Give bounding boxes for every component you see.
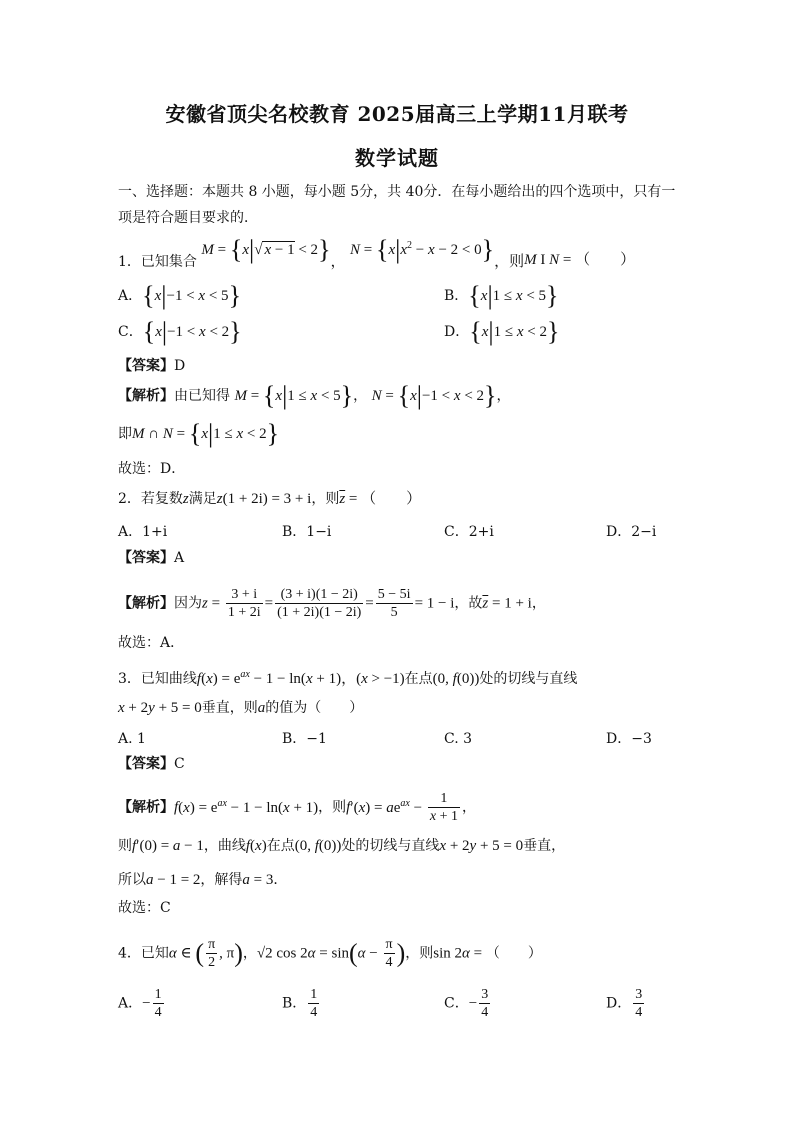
q4-option-d: D． $\frac{3}{4}$ [606,987,643,1020]
q1-analysis-line2: 即M ∩ N = {x|1 ≤ x < 2} [118,419,280,448]
q1-option-b: B．{x|1 ≤ x < 5} [444,281,559,310]
section-heading-line2: 项是符合题目要求的． [118,210,258,226]
q3-answer: 【答案】C [118,756,185,772]
q3-analysis-line2: 则f′(0) = a − 1，曲线f(x)在点(0, f(0))处的切线与直线x + 2y + 5 = 0垂直， [118,838,566,854]
q1-stem: 1．已知集合 M = {x|√ x − 1 < 2}， $N = \{x|x^2 - x - 2 < 0\}$，则M I N = （ ） [118,235,636,270]
exam-title: 安徽省顶尖名校教育 2025届高三上学期11月联考 [165,102,629,126]
q2-analysis: 【解析】因为z = $\frac{3 + i}{1 + 2i}$ = $\frac{(3 + i)(1 - 2i)}{(1 + 2i)(1 - 2i)}$ = $\frac{5 - 5i}{5}$ = 1 − i，故$\overline{z} = 1 + i$， [118,587,546,620]
q1-answer: 【答案】D [118,358,186,374]
q2-choose: 故选：A． [118,635,185,651]
q1-choose: 故选：D． [118,461,186,477]
q3-option-a: A. 1 [118,731,146,747]
q3-stem-line2: x + 2y + 5 = 0垂直，则a的值为（ ） [118,700,364,716]
q3-analysis: 【解析】$f(x) = e^{ax} - 1 - \ln(x + 1)$，则$f'(x) = ae^{ax}$ − $\frac{1}{x + 1}$ ， [118,791,476,824]
exam-subtitle: 数学试题 [355,146,439,170]
q1-stem-prefix: 1．已知集合 [118,254,197,270]
section-heading-line1: 一、选择题：本题共 8 小题，每小题 5分，共 40分．在每小题给出的四个选项中，只有一 [118,184,676,200]
q4-option-a: A．− $\frac{1}{4}$ [118,987,162,1020]
q3-stem: 3．已知曲线$f(x) = e^{ax} - 1 - \ln(x + 1)$，(x > −1)在点(0, f(0))处的切线与直线 [118,669,578,687]
q3-choose: 故选：C [118,900,171,916]
q3-option-b: B．−1 [282,731,327,747]
q2-option-b: B．1−i [282,524,332,540]
q2-option-d: D．2−i [606,524,657,540]
q4-option-b: B． $\frac{1}{4}$ [282,987,318,1020]
q2-answer: 【答案】A [118,550,185,566]
q2-option-c: C．2+i [444,524,494,540]
q2-stem: 2．若复数z满足z(1 + 2i) = 3 + i，则$\overline{z}$ = （ ） [118,491,422,507]
q1-option-c: C．{x|−1 < x < 2} [118,317,242,346]
q3-option-c: C. 3 [444,731,473,747]
q3-analysis-line3: 所以a − 1 = 2，解得a = 3． [118,872,288,888]
q4-option-c: C．− $\frac{3}{4}$ [444,987,489,1020]
q4-stem: 4．已知α ∈ ( $\frac{\pi}{2}$ , π)，√2 cos 2α = sin(α − $\frac{\pi}{4}$ )，则sin 2α = （ ） [118,937,542,970]
q1-option-d: D．{x|1 ≤ x < 2} [444,317,560,346]
q3-option-d: D．−3 [606,731,652,747]
q2-option-a: A．1+i [118,524,168,540]
q1-option-a: A．{x|−1 < x < 5} [118,281,242,310]
q1-analysis: 【解析】由已知得 M = {x|1 ≤ x < 5}， N = {x|−1 < x < 2}， [118,381,511,410]
